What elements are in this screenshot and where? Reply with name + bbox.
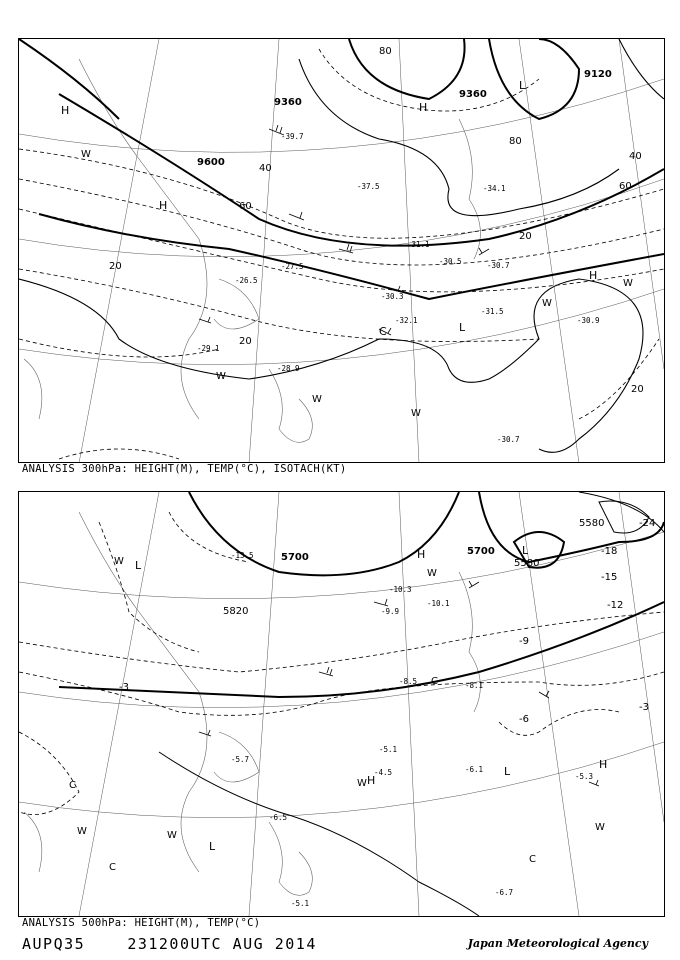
isotach-label: 40 — [629, 151, 642, 162]
temperature-labels — [231, 551, 593, 908]
temp-label: -6.5 — [269, 813, 288, 822]
isotherm-label: -3 — [119, 682, 129, 693]
isotach-label: 60 — [619, 181, 632, 192]
isotach-label: 20 — [239, 336, 252, 347]
height-label: 9360 — [459, 89, 487, 100]
temp-label: -5.1 — [291, 899, 310, 908]
temp-label: -30.5 — [439, 257, 462, 266]
cold-center: C — [109, 862, 116, 873]
temp-label: -37.5 — [357, 182, 380, 191]
low-pressure-center: L — [504, 765, 511, 778]
warm-mark: W — [312, 394, 322, 405]
temp-label: -30.7 — [497, 435, 520, 444]
caption-500hpa: ANALYSIS 500hPa: HEIGHT(M), TEMP(°C) — [22, 917, 261, 929]
height-label: 5700 — [467, 546, 495, 557]
temp-label: -29.1 — [197, 344, 220, 353]
temp-label: -30.9 — [577, 316, 600, 325]
isotherm-label: -24 — [639, 518, 656, 529]
caption-300hpa: ANALYSIS 300hPa: HEIGHT(M), TEMP(°C), ISOTACH(KT) — [22, 463, 347, 475]
warm-mark: W — [114, 556, 124, 567]
temp-label: -30.3 — [381, 292, 404, 301]
temperature-labels — [197, 132, 600, 444]
low-pressure-center: L — [522, 544, 529, 557]
temp-label: -26.5 — [235, 276, 258, 285]
low-pressure-center: L — [209, 840, 216, 853]
low-pressure-center: L — [135, 559, 142, 572]
temp-label: -10.1 — [427, 599, 450, 608]
isotach-label: 80 — [379, 46, 392, 57]
chart-500hpa — [18, 491, 665, 917]
isotherm-label: -9 — [519, 636, 529, 647]
wind-barbs — [199, 125, 489, 335]
height-label: 5580 — [514, 558, 540, 569]
agency-name: Japan Meteorological Agency — [467, 937, 648, 950]
cold-center: C — [69, 780, 76, 791]
temp-label: -34.1 — [483, 184, 506, 193]
temp-label: -5.7 — [231, 755, 250, 764]
isotherms — [19, 49, 664, 459]
warm-mark: W — [167, 830, 177, 841]
temp-label: -13.5 — [231, 551, 254, 560]
temp-label: -10.3 — [389, 585, 412, 594]
low-pressure-center: L — [519, 79, 526, 92]
isotherm-label: -3 — [639, 702, 649, 713]
map-500hpa — [19, 492, 664, 916]
temp-label: -39.7 — [281, 132, 304, 141]
temp-label: -9.9 — [381, 607, 400, 616]
cold-center: C — [379, 325, 387, 338]
temp-label: -28.9 — [277, 364, 300, 373]
high-pressure-center: H — [159, 199, 168, 212]
high-pressure-center: H — [61, 104, 70, 117]
coastline — [24, 59, 480, 442]
warm-mark: W — [542, 298, 552, 309]
height-contours — [19, 39, 664, 299]
warm-mark: W — [216, 371, 226, 382]
temp-label: -5.1 — [379, 745, 398, 754]
temp-label: -31.5 — [481, 307, 504, 316]
coastline — [24, 512, 480, 895]
warm-mark: W — [357, 778, 367, 789]
temp-label: -8.1 — [465, 681, 484, 690]
warm-mark: W — [411, 408, 421, 419]
high-pressure-center: H — [367, 774, 376, 787]
temp-label: -30.7 — [487, 261, 510, 270]
temp-label: -31.1 — [407, 240, 430, 249]
height-label: 9360 — [274, 97, 302, 108]
cold-center: C — [529, 854, 536, 865]
map-300hpa — [19, 39, 664, 463]
temp-label: -32.1 — [395, 316, 418, 325]
warm-mark: W — [81, 149, 91, 160]
low-pressure-center: L — [459, 321, 466, 334]
isotherm-label: -15 — [601, 572, 618, 583]
isotherm-label: -12 — [607, 600, 624, 611]
high-pressure-center: H — [599, 758, 608, 771]
temp-label: -8.5 — [399, 677, 418, 686]
height-contours — [59, 492, 664, 697]
cold-center: C — [431, 676, 438, 687]
high-pressure-center: H — [589, 269, 598, 282]
chart-code: AUPQ35 — [22, 935, 86, 953]
temp-label: -6.7 — [495, 888, 514, 897]
isotach-label: 40 — [259, 163, 272, 174]
isotach-contours — [19, 39, 664, 452]
chart-identifier — [22, 935, 317, 953]
warm-mark: W — [623, 278, 633, 289]
chart-300hpa — [18, 38, 665, 463]
isotach-label: 20 — [631, 384, 644, 395]
warm-mark: W — [77, 826, 87, 837]
height-label: 9120 — [584, 69, 612, 80]
high-pressure-center: H — [417, 548, 426, 561]
warm-mark: W — [595, 822, 605, 833]
isotach-label: 80 — [509, 136, 522, 147]
height-label: 9600 — [197, 157, 225, 168]
isotherm-label: -6 — [519, 714, 529, 725]
height-label: 5580 — [579, 518, 605, 529]
height-label: 5700 — [281, 552, 309, 563]
isotach-label: 20 — [519, 231, 532, 242]
height-label: 5820 — [223, 606, 249, 617]
high-pressure-center: H — [419, 101, 428, 114]
temp-label: -4.5 — [374, 768, 393, 777]
isotach-label: 20 — [109, 261, 122, 272]
isotherm-label: -18 — [601, 546, 618, 557]
chart-datetime: 231200UTC AUG 2014 — [127, 935, 317, 953]
temp-label: -6.1 — [465, 765, 484, 774]
temp-label: -27.5 — [281, 262, 304, 271]
warm-mark: W — [427, 568, 437, 579]
temp-label: -5.3 — [575, 772, 594, 781]
isotach-label: 60 — [239, 201, 252, 212]
